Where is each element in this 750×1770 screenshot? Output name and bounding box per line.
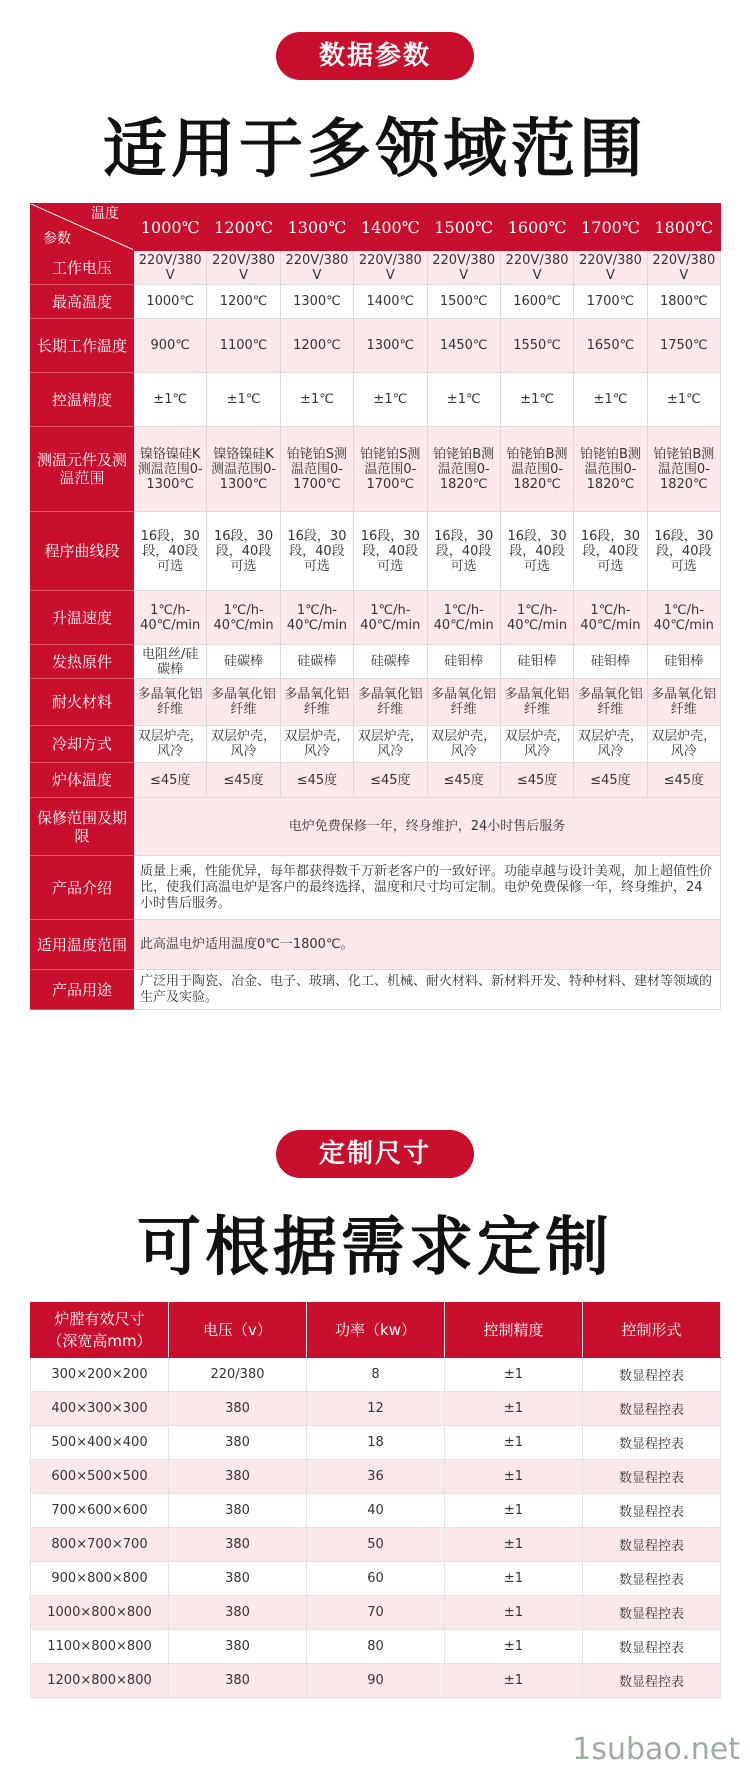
spec-cell: 1200℃: [207, 285, 280, 319]
spec-row-label: 控温精度: [31, 373, 134, 427]
spec-cell: 220V/380 V: [134, 251, 207, 285]
size-row: [31, 1596, 721, 1630]
spec-cell: 1550℃: [500, 319, 573, 373]
spec-cell: 1600℃: [500, 285, 573, 319]
temp-header-cell: 1000℃: [134, 204, 207, 251]
size-cell: 700×600×600: [31, 1494, 169, 1528]
size-cell: ±1: [445, 1494, 583, 1528]
spec-cell: 16段，30段，40段可选: [427, 512, 500, 591]
spec-cell: 1℃/h-40℃/min: [647, 591, 720, 645]
spec-cell: 1650℃: [574, 319, 647, 373]
size-header-cell: 控制精度: [445, 1303, 583, 1358]
size-row: [31, 1358, 721, 1392]
temp-header-cell: 1800℃: [647, 204, 720, 251]
size-cell: 50: [307, 1528, 445, 1562]
spec-cell: 多晶氧化铝纤维: [207, 679, 280, 726]
spec-cell: 1℃/h-40℃/min: [427, 591, 500, 645]
spec-cell: ±1℃: [134, 373, 207, 427]
size-cell: 18: [307, 1426, 445, 1460]
size-cell: 1100×800×800: [31, 1630, 169, 1664]
size-row: [31, 1528, 721, 1562]
spec-cell: ≤45度: [207, 763, 280, 798]
size-cell: 380: [169, 1630, 307, 1664]
spec-cell: 双层炉壳，风冷: [134, 726, 207, 763]
spec-cell: ±1℃: [354, 373, 427, 427]
size-cell: 8: [307, 1358, 445, 1392]
spec-cell: ±1℃: [500, 373, 573, 427]
section-badge-specs: 数据参数: [276, 32, 474, 80]
spec-cell: 多晶氧化铝纤维: [574, 679, 647, 726]
spec-cell: ≤45度: [500, 763, 573, 798]
temp-header-cell: 1400℃: [354, 204, 427, 251]
spec-cell: 硅钼棒: [500, 645, 573, 679]
spec-cell: 1500℃: [427, 285, 500, 319]
size-cell: 数显程控表: [583, 1426, 721, 1460]
spec-row: [31, 679, 721, 726]
spec-corner-cell: [31, 204, 134, 251]
size-header-cell: 电压（v）: [169, 1303, 307, 1358]
spec-row-label: 炉体温度: [31, 763, 134, 798]
spec-row-label: 程序曲线段: [31, 512, 134, 591]
spec-cell: 16段，30段，40段可选: [574, 512, 647, 591]
size-cell: 36: [307, 1460, 445, 1494]
size-cell: 70: [307, 1596, 445, 1630]
spec-row-label: 最高温度: [31, 285, 134, 319]
size-cell: 380: [169, 1460, 307, 1494]
size-cell: 380: [169, 1426, 307, 1460]
intro-label: 产品介绍: [31, 856, 134, 920]
size-cell: 数显程控表: [583, 1664, 721, 1698]
size-cell: 220/380: [169, 1358, 307, 1392]
size-cell: 1000×800×800: [31, 1596, 169, 1630]
spec-cell: 硅碳棒: [207, 645, 280, 679]
spec-cell: 1℃/h-40℃/min: [500, 591, 573, 645]
spec-header-row: [31, 204, 721, 251]
size-cell: 300×200×200: [31, 1358, 169, 1392]
size-cell: 数显程控表: [583, 1630, 721, 1664]
spec-cell: 220V/380 V: [207, 251, 280, 285]
size-row: [31, 1630, 721, 1664]
spec-cell: 16段，30段，40段可选: [134, 512, 207, 591]
spec-cell: 硅碳棒: [280, 645, 353, 679]
size-row: [31, 1392, 721, 1426]
spec-cell: 1700℃: [574, 285, 647, 319]
spec-cell: 1450℃: [427, 319, 500, 373]
size-cell: 80: [307, 1630, 445, 1664]
size-cell: ±1: [445, 1426, 583, 1460]
spec-cell: 硅钼棒: [574, 645, 647, 679]
spec-cell: 1℃/h-40℃/min: [134, 591, 207, 645]
temp-header-cell: 1300℃: [280, 204, 353, 251]
spec-cell: ≤45度: [647, 763, 720, 798]
spec-cell: 铂铑铂B测温范围0-1820℃: [427, 427, 500, 512]
spec-cell: ≤45度: [134, 763, 207, 798]
size-header-cell: 功率（kw）: [307, 1303, 445, 1358]
spec-cell: 220V/380 V: [500, 251, 573, 285]
spec-cell: 铂铑铂B测温范围0-1820℃: [647, 427, 720, 512]
spec-cell: 双层炉壳，风冷: [207, 726, 280, 763]
spec-cell: 1℃/h-40℃/min: [354, 591, 427, 645]
size-row: [31, 1664, 721, 1698]
spec-cell: 多晶氧化铝纤维: [134, 679, 207, 726]
spec-row: [31, 645, 721, 679]
size-cell: 380: [169, 1562, 307, 1596]
warranty-row: [31, 798, 721, 856]
spec-cell: ±1℃: [427, 373, 500, 427]
spec-cell: ±1℃: [280, 373, 353, 427]
spec-cell: ≤45度: [427, 763, 500, 798]
spec-cell: 1℃/h-40℃/min: [207, 591, 280, 645]
spec-cell: 硅钼棒: [647, 645, 720, 679]
size-cell: 380: [169, 1596, 307, 1630]
spec-cell: ±1℃: [207, 373, 280, 427]
size-cell: 600×500×500: [31, 1460, 169, 1494]
size-cell: ±1: [445, 1528, 583, 1562]
spec-row: [31, 285, 721, 319]
size-cell: 380: [169, 1494, 307, 1528]
spec-row-label: 测温元件及测温范围: [31, 427, 134, 512]
spec-cell: 铂铑铂S测温范围0-1700℃: [354, 427, 427, 512]
spec-cell: ≤45度: [354, 763, 427, 798]
spec-cell: 1400℃: [354, 285, 427, 319]
temp-range-label: 适用温度范围: [31, 920, 134, 970]
temp-header-cell: 1200℃: [207, 204, 280, 251]
spec-cell: 1℃/h-40℃/min: [574, 591, 647, 645]
size-cell: 380: [169, 1528, 307, 1562]
size-cell: 数显程控表: [583, 1392, 721, 1426]
size-row: [31, 1460, 721, 1494]
spec-row: [31, 512, 721, 591]
spec-cell: 铂铑铂B测温范围0-1820℃: [574, 427, 647, 512]
spec-row-label: 耐火材料: [31, 679, 134, 726]
size-row: [31, 1426, 721, 1460]
spec-row-label: 冷却方式: [31, 726, 134, 763]
spec-cell: 16段，30段，40段可选: [207, 512, 280, 591]
size-cell: 500×400×400: [31, 1426, 169, 1460]
size-cell: ±1: [445, 1562, 583, 1596]
size-cell: ±1: [445, 1460, 583, 1494]
size-cell: 380: [169, 1664, 307, 1698]
size-cell: 90: [307, 1664, 445, 1698]
warranty-label: 保修范围及期限: [31, 798, 134, 856]
spec-cell: 多晶氧化铝纤维: [427, 679, 500, 726]
usage-row: [31, 970, 721, 1010]
spec-cell: 镍铬镍硅K测温范围0-1300℃: [207, 427, 280, 512]
spec-row-label: 工作电压: [31, 251, 134, 285]
spec-cell: 16段，30段，40段可选: [500, 512, 573, 591]
spec-cell: 1100℃: [207, 319, 280, 373]
corner-label-temperature: 温度: [91, 206, 119, 222]
size-cell: 数显程控表: [583, 1528, 721, 1562]
spec-cell: 1300℃: [280, 285, 353, 319]
spec-cell: 多晶氧化铝纤维: [647, 679, 720, 726]
size-cell: 400×300×300: [31, 1392, 169, 1426]
spec-cell: 多晶氧化铝纤维: [500, 679, 573, 726]
size-cell: ±1: [445, 1596, 583, 1630]
size-header-cell: 炉膛有效尺寸 （深宽高mm）: [31, 1303, 169, 1358]
spec-cell: ≤45度: [280, 763, 353, 798]
size-cell: ±1: [445, 1664, 583, 1698]
size-cell: 数显程控表: [583, 1562, 721, 1596]
size-cell: ±1: [445, 1630, 583, 1664]
size-cell: 数显程控表: [583, 1596, 721, 1630]
spec-cell: 1200℃: [280, 319, 353, 373]
size-row: [31, 1494, 721, 1528]
size-cell: 数显程控表: [583, 1494, 721, 1528]
temp-header-cell: 1500℃: [427, 204, 500, 251]
spec-cell: 1℃/h-40℃/min: [280, 591, 353, 645]
spec-row: [31, 319, 721, 373]
spec-row: [31, 591, 721, 645]
size-cell: 60: [307, 1562, 445, 1596]
warranty-text: 电炉免费保修一年，终身维护，24小时售后服务: [134, 798, 721, 856]
spec-row-label: 发热原件: [31, 645, 134, 679]
temp-range-row: [31, 920, 721, 970]
spec-cell: 双层炉壳，风冷: [647, 726, 720, 763]
size-cell: 40: [307, 1494, 445, 1528]
size-cell: 数显程控表: [583, 1358, 721, 1392]
spec-cell: 1800℃: [647, 285, 720, 319]
spec-cell: 双层炉壳，风冷: [280, 726, 353, 763]
size-cell: 900×800×800: [31, 1562, 169, 1596]
size-cell: 380: [169, 1392, 307, 1426]
spec-cell: 16段，30段，40段可选: [354, 512, 427, 591]
temp-header-cell: 1700℃: [574, 204, 647, 251]
spec-row: [31, 427, 721, 512]
spec-cell: 双层炉壳，风冷: [427, 726, 500, 763]
spec-cell: 硅钼棒: [427, 645, 500, 679]
section-badge-sizes: 定制尺寸: [276, 1130, 474, 1178]
spec-cell: 220V/380 V: [354, 251, 427, 285]
spec-cell: 多晶氧化铝纤维: [354, 679, 427, 726]
spec-cell: 1750℃: [647, 319, 720, 373]
temp-range-text: 此高温电炉适用温度0℃一1800℃。: [134, 920, 721, 970]
spec-cell: 16段，30段，40段可选: [280, 512, 353, 591]
size-cell: 12: [307, 1392, 445, 1426]
size-cell: ±1: [445, 1358, 583, 1392]
size-cell: 1200×800×800: [31, 1664, 169, 1698]
spec-row-label: 升温速度: [31, 591, 134, 645]
spec-cell: 1300℃: [354, 319, 427, 373]
spec-cell: ≤45度: [574, 763, 647, 798]
spec-cell: 220V/380 V: [427, 251, 500, 285]
usage-label: 产品用途: [31, 970, 134, 1010]
spec-cell: 双层炉壳，风冷: [500, 726, 573, 763]
spec-cell: 镍铬镍硅K测温范围0-1300℃: [134, 427, 207, 512]
spec-cell: 硅碳棒: [354, 645, 427, 679]
spec-row: [31, 373, 721, 427]
section-title-specs: 适用于多领域范围: [103, 113, 647, 187]
spec-cell: 多晶氧化铝纤维: [280, 679, 353, 726]
size-row: [31, 1562, 721, 1596]
spec-cell: 铂铑铂B测温范围0-1820℃: [500, 427, 573, 512]
spec-row: [31, 251, 721, 285]
usage-text: 广泛用于陶瓷、冶金、电子、玻璃、化工、机械、耐火材料、新材料开发、特种材料、建材等领域的生产及实验。: [134, 970, 721, 1010]
size-cell: 800×700×700: [31, 1528, 169, 1562]
spec-cell: 铂铑铂S测温范围0-1700℃: [280, 427, 353, 512]
size-header-cell: 控制形式: [583, 1303, 721, 1358]
spec-cell: ±1℃: [647, 373, 720, 427]
spec-row-label: 长期工作温度: [31, 319, 134, 373]
spec-cell: 220V/380 V: [280, 251, 353, 285]
spec-row: [31, 763, 721, 798]
spec-cell: 16段，30段，40段可选: [647, 512, 720, 591]
spec-cell: 900℃: [134, 319, 207, 373]
spec-cell: 1000℃: [134, 285, 207, 319]
intro-row: [31, 856, 721, 920]
spec-row: [31, 726, 721, 763]
spec-cell: 双层炉壳，风冷: [574, 726, 647, 763]
watermark: 1subao.net: [572, 1732, 740, 1767]
temp-header-cell: 1600℃: [500, 204, 573, 251]
section-title-sizes: 可根据需求定制: [137, 1211, 613, 1285]
spec-table: [30, 203, 721, 1010]
spec-cell: 220V/380 V: [647, 251, 720, 285]
spec-cell: 220V/380 V: [574, 251, 647, 285]
intro-text: 质量上乘，性能优异，每年都获得数千万新老客户的一致好评。功能卓越与设计美观，加上超值性价比，使我们高温电炉是客户的最终选择，温度和尺寸均可定制。电炉免费保修一年，终身维护，24小时售后服务。: [134, 856, 721, 920]
size-table: [30, 1302, 721, 1698]
size-cell: 数显程控表: [583, 1460, 721, 1494]
size-cell: ±1: [445, 1392, 583, 1426]
spec-cell: ±1℃: [574, 373, 647, 427]
spec-cell: 电阻丝/硅碳棒: [134, 645, 207, 679]
size-header-row: [31, 1303, 721, 1358]
corner-label-parameter: 参数: [43, 231, 71, 247]
spec-cell: 双层炉壳，风冷: [354, 726, 427, 763]
